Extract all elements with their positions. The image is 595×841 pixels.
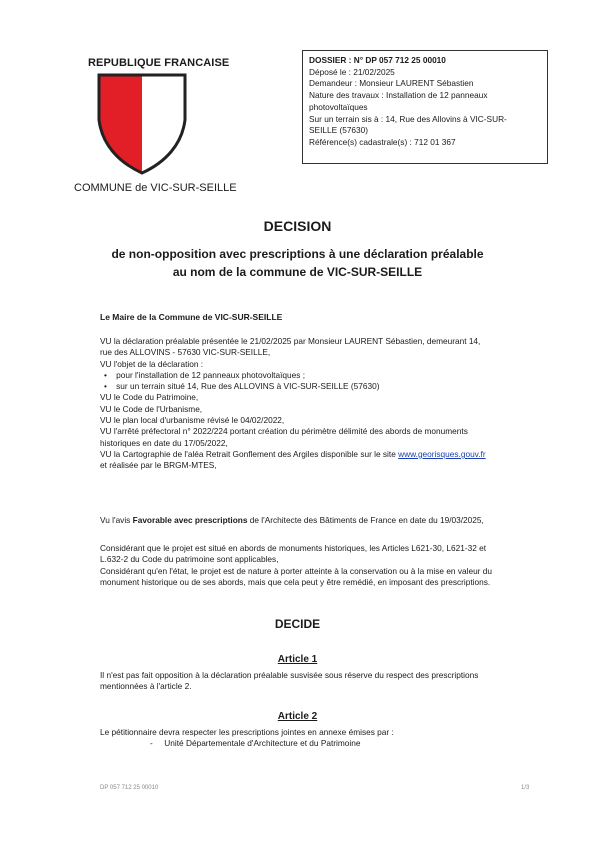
vu-bullet-item: • sur un terrain situé 14, Rue des ALLOVINS à VIC-SUR-SEILLE (57630) — [104, 381, 380, 392]
avis-favorable: Favorable avec prescriptions — [132, 515, 248, 525]
considerant-line: Considérant que le projet est situé en abords de monuments historiques, les Articles L621-30, L621-32 et — [100, 543, 487, 553]
decision-title: DECISION — [263, 218, 332, 234]
avis-paragraph: Vu l'avis Favorable avec prescriptions de l'Architecte des Bâtiments de France en date du 19/03/2025, — [100, 515, 484, 525]
considerant-line: L.632-2 du Code du patrimoine sont applicables, — [100, 554, 279, 565]
dossier-site-address: Sur un terrain sis à : 14, Rue des Allovins à VIC-SUR- — [309, 113, 507, 124]
republique-francaise-heading: REPUBLIQUE FRANCAISE — [88, 57, 230, 69]
commune-coat-of-arms — [96, 72, 188, 176]
footer-page-number: 1/3 — [521, 785, 530, 791]
considerant-section — [100, 543, 560, 588]
bullet-icon: • — [104, 381, 117, 392]
vu-line: VU l'objet de la déclaration : — [100, 358, 204, 369]
dossier-applicant: Demandeur : Monsieur LAURENT Sébastien — [309, 78, 474, 89]
vu-line: et réalisée par le BRGM-MTES, — [100, 460, 217, 471]
dossier-cadastral-ref: Référence(s) cadastrale(s) : 712 01 367 — [309, 136, 456, 147]
article-1-title: Article 1 — [277, 654, 318, 665]
decision-subtitle-2: au nom de la commune de VIC-SUR-SEILLE — [172, 265, 423, 279]
considerant-line: Considérant qu'en l'état, le projet est de nature à porter atteinte à la conservation ou à la mise en valeur du — [100, 565, 492, 576]
article-2-list-item: - Unité Départementale d'Architecture et du Patrimoine — [150, 738, 361, 749]
vu-line: VU le Code de l'Urbanisme, — [100, 403, 203, 414]
footer-reference: DP 057 712 25 00010 — [100, 785, 159, 791]
decide-heading: DECIDE — [274, 617, 321, 631]
article-2-title: Article 2 — [277, 711, 318, 722]
dossier-works-nature: Nature des travaux : Installation de 12 panneaux — [309, 90, 488, 101]
maire-heading: Le Maire de la Commune de VIC-SUR-SEILLE — [100, 312, 283, 322]
vu-line: VU le Code du Patrimoine, — [100, 392, 199, 403]
vu-line: VU la Cartographie de l'aléa Retrait Gonflement des Argiles disponible sur le site www.georisques.gouv.fr — [100, 448, 486, 459]
bullet-icon: • — [104, 369, 117, 380]
dash-icon: - — [150, 738, 165, 749]
georisques-link[interactable]: www.georisques.gouv.fr — [398, 448, 486, 459]
vu-line: VU l'arrêté préfectoral n° 2022/224 portant création du périmètre délimité des abords de monuments — [100, 426, 468, 437]
article-2-body: Le pétitionnaire devra respecter les prescriptions jointes en annexe émises par : - Unité Départementale d'Architecture et du Patrimoine — [100, 727, 560, 750]
vu-bullet-item: • pour l'installation de 12 panneaux photovoltaïques ; — [104, 369, 306, 380]
dossier-deposit-date: Déposé le : 21/02/2025 — [309, 66, 395, 77]
vu-line: VU la déclaration préalable présentée le 21/02/2025 par Monsieur LAURENT Sébastien, demeurant 14, — [100, 336, 481, 346]
dossier-works-nature-cont: photovoltaïques — [309, 101, 368, 112]
vu-line: historiques en date du 17/05/2022, — [100, 437, 228, 448]
vu-line: rue des ALLOVINS - 57630 VIC-SUR-SEILLE, — [100, 347, 271, 358]
dossier-info-box — [302, 50, 548, 164]
vu-line: VU le plan local d'urbanisme révisé le 04/02/2022, — [100, 415, 285, 426]
dossier-site-address-cont: SEILLE (57630) — [309, 125, 369, 136]
considerant-line: monument historique ou de ses abords, mais que cela peut y être remédié, en imposant des prescriptions. — [100, 576, 491, 587]
vu-section — [100, 336, 560, 472]
commune-name: COMMUNE de VIC-SUR-SEILLE — [74, 182, 237, 194]
dossier-number: DOSSIER : N° DP 057 712 25 00010 — [309, 55, 446, 65]
decision-subtitle-1: de non-opposition avec prescriptions à une déclaration préalable — [111, 247, 484, 261]
article-1-body: Il n'est pas fait opposition à la déclaration préalable susvisée sous réserve du respect des prescriptions mentionnées à l'article 2. — [100, 670, 479, 692]
